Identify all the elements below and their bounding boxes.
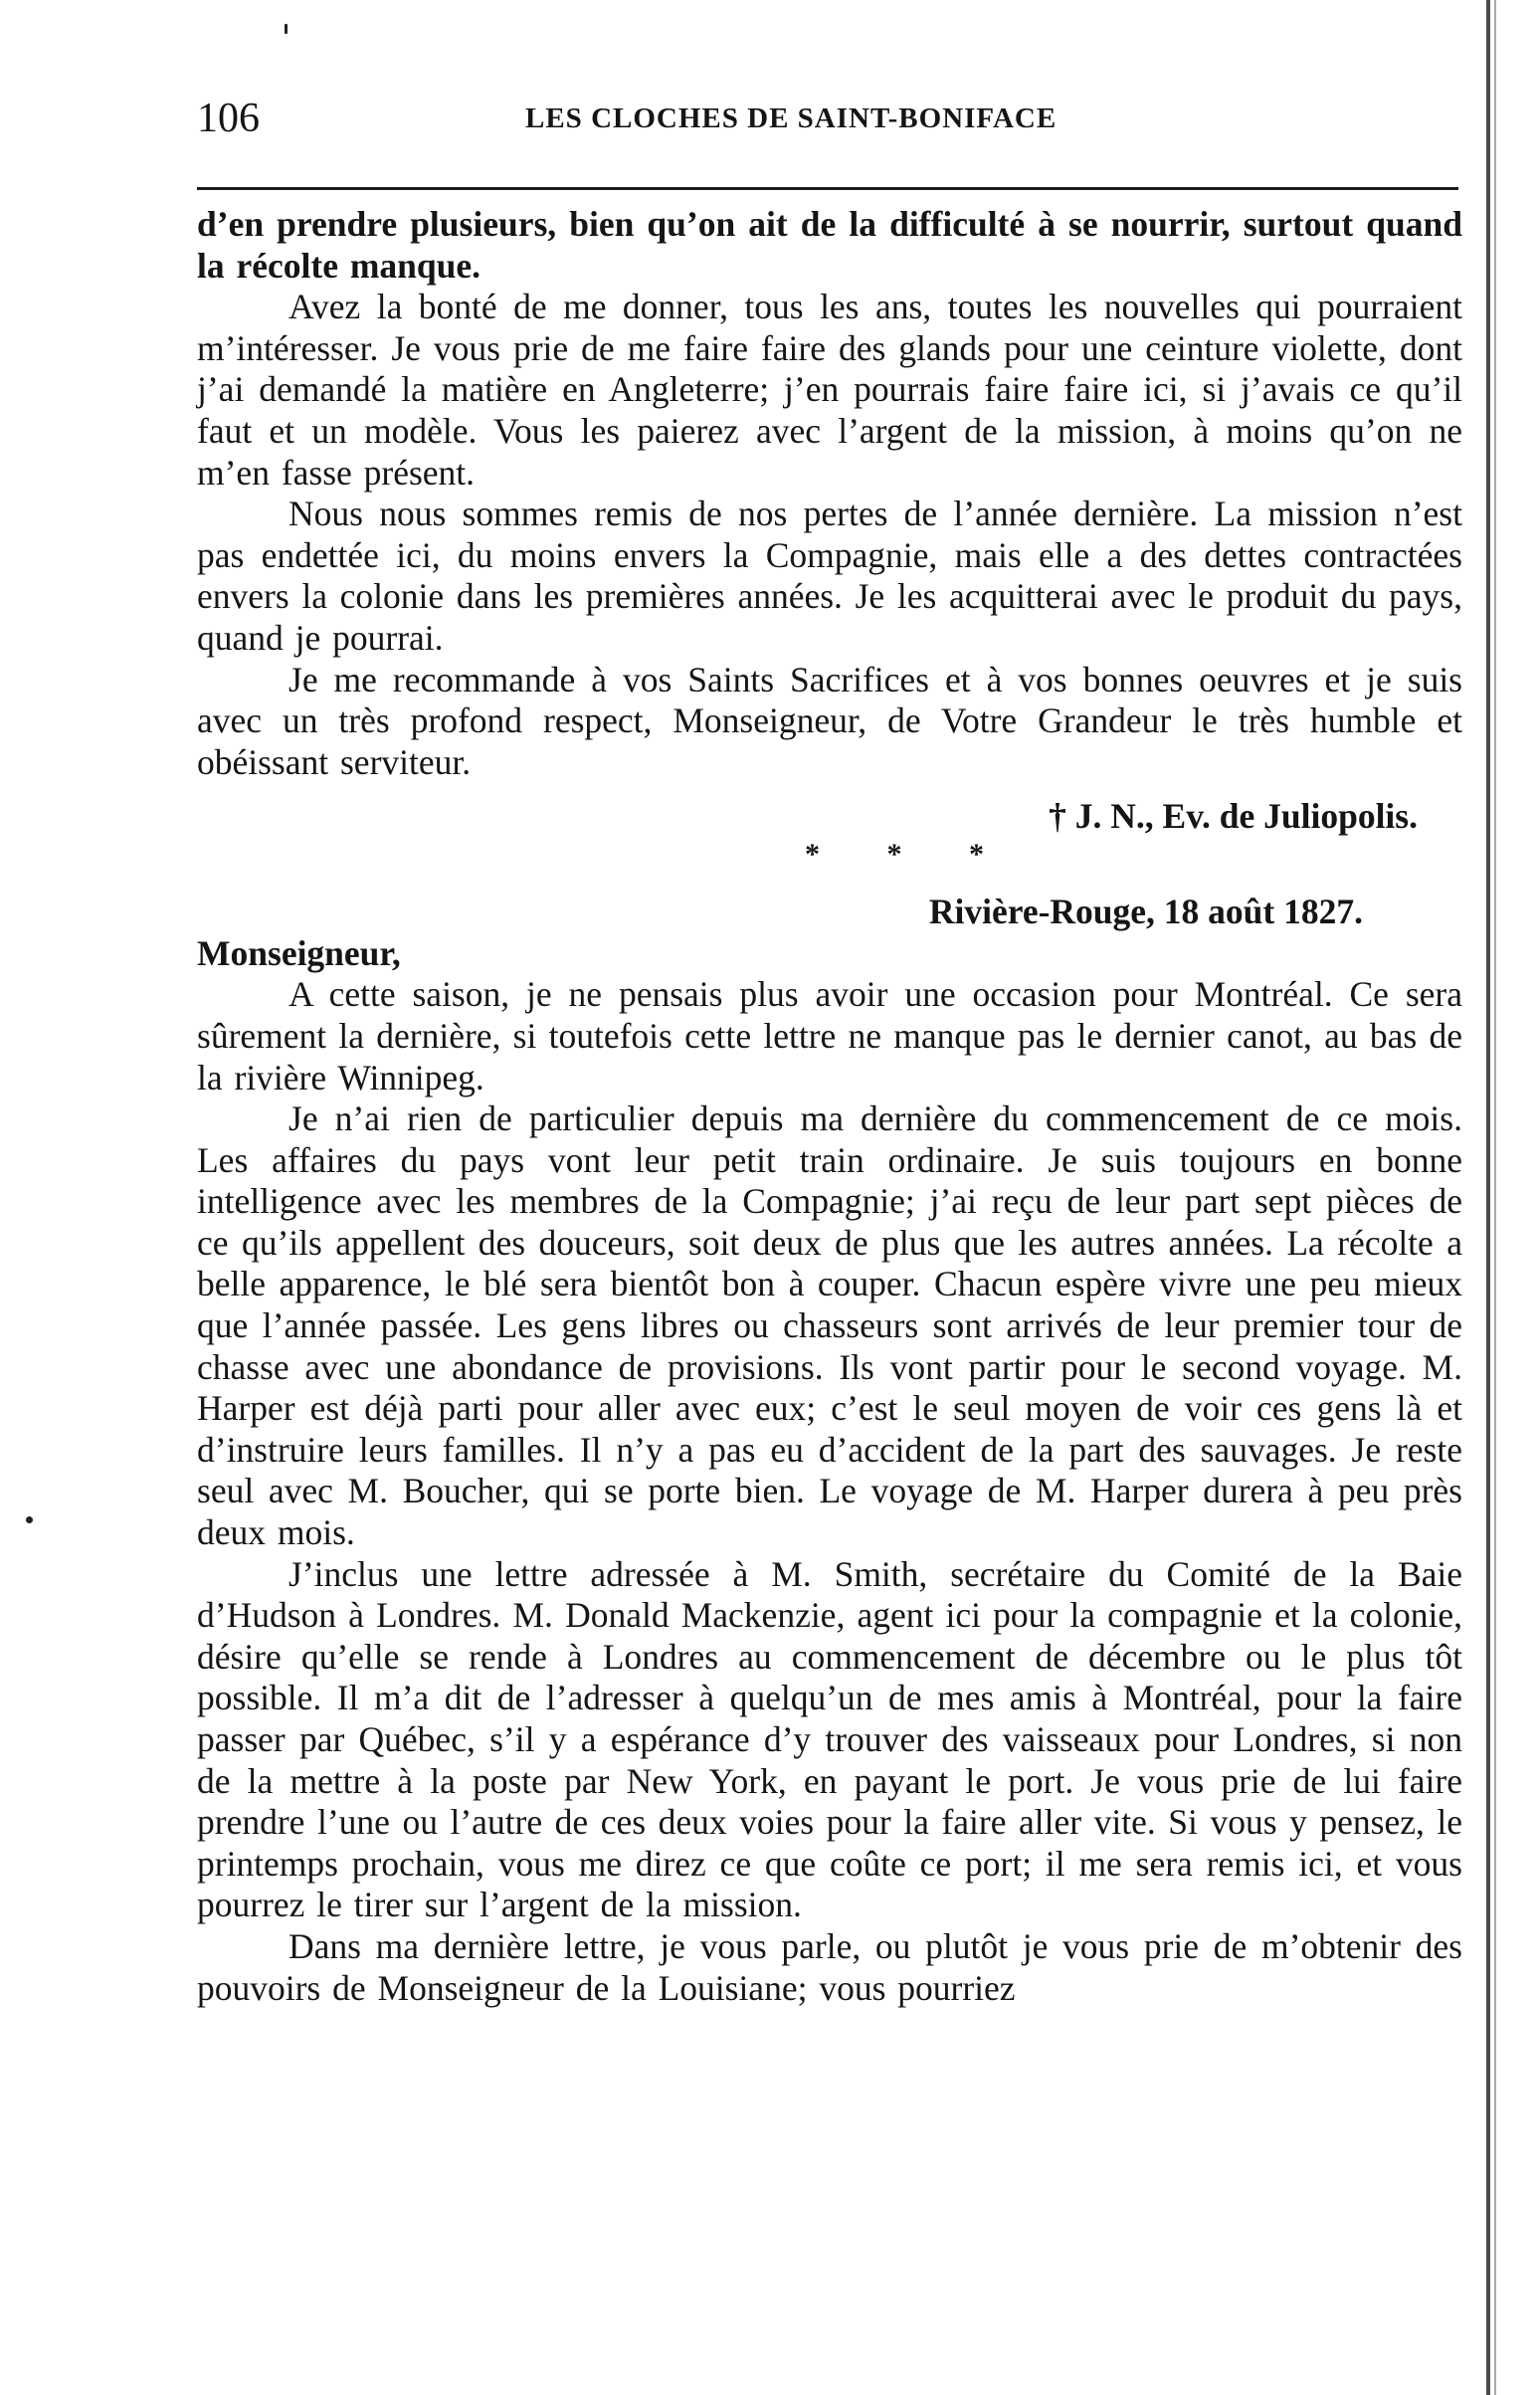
- letter2-paragraph: J’inclus une lettre adressée à M. Smith, secrétaire du Comité de la Baie d’Hudson à Londres. M. Donald Mackenzie, agent ici pour la compagnie et la colonie, désire qu’elle se rende à Londres au commencement de décembre ou le plus tôt possible. Il m’a dit de l’adresser à quelqu’un de mes amis à Montréal, pour la faire passer par Québec, s’il y a espérance d’y trouver des vaisseaux pour Londres, si non de la mettre à la poste par New York, en payant le port. Je vous prie de lui faire prendre l’une ou l’autre de ces deux voies pour la faire aller vite. Si vous y pensez, le printemps prochain, vous me direz ce que coûte ce port; il me sera remis ici, et vous pourrez le tirer sur l’argent de la mission.: [197, 1553, 1462, 1925]
- page-header: [197, 95, 1460, 154]
- letter2-paragraph: Dans ma dernière lettre, je vous parle, ou plutôt je vous prie de m’obtenir des pouvoirs de Monseigneur de la Louisiane; vous pourriez: [197, 1925, 1462, 2008]
- scan-speck: [26, 1516, 33, 1523]
- letter2-salutation: Monseigneur,: [197, 933, 401, 974]
- letter2-paragraph: Je n’ai rien de particulier depuis ma dernière du commencement de ce mois. Les affaires du pays vont leur petit train ordinaire. Je suis toujours en bonne intelligence avec les membres de la Compagnie; j’ai reçu de leur part sept pièces de ce qu’ils appellent des douceurs, soit deux de plus que les autres années. La récolte a belle apparence, le blé sera bientôt bon à couper. Chacun espère vivre une peu mieux que l’année passée. Les gens libres ou chasseurs sont arrivés de leur premier tour de chasse avec une abondance de provisions. Ils vont partir pour le second voyage. M. Harper est déjà parti pour aller avec eux; c’est le seul moyen de voir ces gens là et d’instruire leurs familles. Il n’y a pas eu d’accident de la part des sauvages. Je reste seul avec M. Boucher, qui se porte bien. Le voyage de M. Harper durera à peu près deux mois.: [197, 1098, 1462, 1553]
- page-body: [197, 204, 1462, 2009]
- running-head: LES CLOCHES DE SAINT-BONIFACE: [525, 102, 1058, 134]
- letter1-paragraph: Avez la bonté de me donner, tous les ans, toutes les nouvelles qui pourraient m’intéresser. Je vous prie de me faire faire des glands pour une ceinture violette, dont j’ai demandé la matière en Angleterre; j’en pourrais faire faire ici, si j’avais ce qu’il faut et un modèle. Vous les paierez avec l’argent de la mission, à moins qu’on ne m’en fasse présent.: [197, 287, 1462, 493]
- page-number: 106: [197, 96, 260, 141]
- letter1-signature: † J. N., Ev. de Juliopolis.: [1049, 796, 1418, 837]
- letter1-paragraph: Nous nous sommes remis de nos pertes de l’année dernière. La mission n’est pas endettée ici, du moins envers la Compagnie, mais elle a des dettes contractées envers la colonie dans les premières années. Je les acquitterai avec le produit du pays, quand je pourrai.: [197, 494, 1462, 658]
- binding-edge-shadow: [1494, 0, 1496, 2395]
- letter2-paragraph: A cette saison, je ne pensais plus avoir une occasion pour Montréal. Ce sera sûrement la dernière, si toutefois cette lettre ne manque pas le dernier canot, au bas de la rivière Winnipeg.: [197, 974, 1462, 1098]
- binding-edge: [1486, 0, 1490, 2395]
- continuation-paragraph: d’en prendre plusieurs, bien qu’on ait de la difficulté à se nourrir, surtout quand la récolte manque.: [197, 204, 1462, 286]
- header-rule: [197, 187, 1458, 190]
- letter1-paragraph: Je me recommande à vos Saints Sacrifices et à vos bonnes oeuvres et je suis avec un très profond respect, Monseigneur, de Votre Grandeur le très humble et obéissant serviteur.: [197, 659, 1462, 782]
- letter2-dateline: Rivière-Rouge, 18 août 1827.: [928, 892, 1363, 932]
- section-separator: * * *: [805, 838, 1014, 872]
- scan-speck: [285, 24, 288, 34]
